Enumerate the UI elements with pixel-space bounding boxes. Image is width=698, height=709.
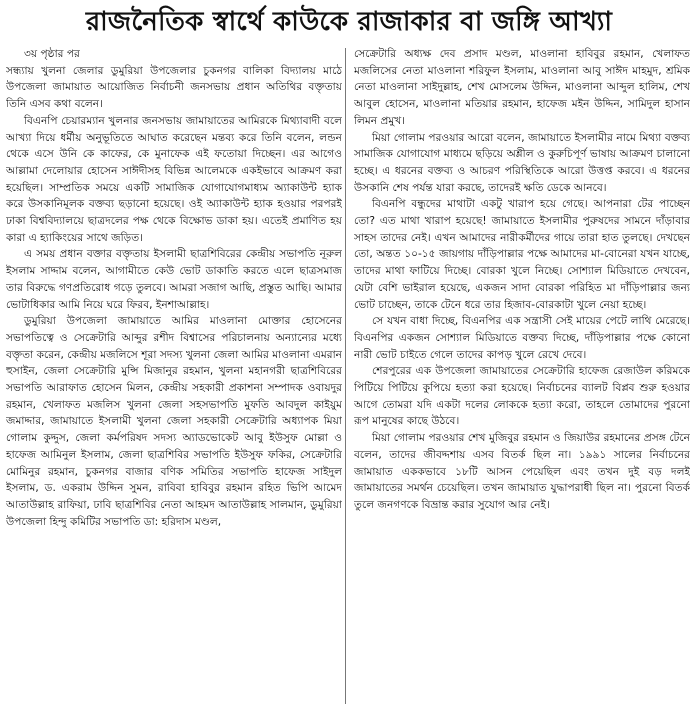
article-column-left (6, 46, 342, 706)
article-headline: রাজনৈতিক স্বার্থে কাউকে রাজাকার বা জঙ্গি আখ্যা (85, 7, 613, 37)
article-paragraph: ডুমুরিয়া উপজেলা জামায়াতে আমির মাওলানা মোক্তার হোসেনের সভাপতিত্বে ও সেক্রেটারি আব্দুর রশীদ বিশ্বাসের পরিচালনায় অন্যান্যের মধ্যে বক্তৃতা করেন, কেন্দ্রীয় মজলিসে শূরা সদস্য খুলনা জেলা আমির মাওলানা এমরান হুসাইন, জেলা সেক্রেটারি মুন্সি মিজানুর রহমান, খুলনা মহানগরী ছাত্রশিবিরের সভাপতি আরাফাত হোসেন মিলন, কেন্দ্রীয় সহকারী প্রকাশনা সম্পাদক ওবায়দুর রহমান, খেলাফত মজলিস খুলনা জেলা সহসভাপতি মুফতি আবদুল কাইয়ুম জমাদ্দার, জামায়াতে ইসলামী খুলনা জেলা সহকারী সেক্রেটারি অধ্যাপক মিয়া গোলাম কুদ্দুস, জেলা কর্মপরিষদ সদস্য অ্যাডভোকেট আবু ইউসুফ মোল্লা ও হাফেজ আমিনুল ইসলাম, জেলা ছাত্রশিবির সভাপতি ইউসুফ ফকির, সেক্রেটারি মোমিনুর রহমান, চুকনগর বাজার বণিক সমিতির সভাপতি হাফেজ সাইদুল ইসলাম, ড. একরাম উদ্দিন সুমন, রাবিবা হাবিবুর রহমান রহিত ভিপি আমেদ আতাউল্লাহ রাফিয়া, ঢাবি ছাত্রশিবির নেতা আহমদ আতাউল্লাহ সালমান, ডুমুরিয়া উপজেলা হিন্দু কমিটির সভাপতি ডা: হরিদাস মণ্ডল, (6, 315, 342, 528)
article-paragraph: এ সময় প্রধান বক্তার বক্তৃতায় ইসলামী ছাত্রশিবিরের কেন্দ্রীয় সভাপতি নূরুল ইসলাম সাদ্দাম বলেন, আগামীতে কেউ ভোট ডাকাতি করতে এলে ছাত্রসমাজ তার বিরুদ্ধে গণপ্রতিরোধ গড়ে তুলবে। আমরা সজাগ আছি, প্রস্তুত আছি। আমার ভোটাধিকার আমি নিয়ে ঘরে ফিরব, ইনশাআল্লাহ। (6, 248, 342, 311)
article-paragraph: মিয়া গোলাম পরওয়ার শেখ মুজিবুর রহমান ও জিয়াউর রহমানের প্রসঙ্গ টেনে বলেন, তাদের জীবদ্দশায় এসব বিতর্ক ছিল না। ১৯৯১ সালের নির্বাচনের জামায়াত এককভাবে ১৮টি আসন পেয়েছিল এবং তখন দুই বড় দলই জামায়াতের সমর্থন চেয়েছিল। তখন জামায়াত যুদ্ধাপরাধী ছিল না। পুরনো বিতর্ক তুলে জনগণকে বিভ্রান্ত করার সুযোগ আর নেই। (354, 432, 690, 511)
article-paragraph: শেরপুরের এক উপজেলা জামায়াতের সেক্রেটারি হাফেজ রেজাউল করিমকে পিটিয়ে পিটিয়ে কুপিয়ে হত্যা করা হয়েছে। নির্বাচনের ব্যালট বিপ্লব শুরু হওয়ার আগে তোমরা যদি একটা দলের লোককে হত্যা করো, তাহলে তোমাদের পুরনো রূপ মানুষের কাছে উঠবে। (354, 365, 690, 428)
article-column-right (354, 46, 690, 706)
article-paragraph: বিএনপি বন্ধুদের মাথাটা একটু খারাপ হয়ে গেছে। আপনারা টের পাচ্ছেন তো? এত মাথা খারাপ হয়েছে! জামায়াতে ইসলামীর পুরুষদের সামনে দাঁড়াবার সাহস তাদের নেই। এখন আমাদের নারীকর্মীদের গায়ে তারা হাত তুলছে। দেখছেন তো, অন্তত ১০-১৫ জায়গায় দাঁড়িপাল্লার পক্ষে আমাদের মা-বোনেরা যখন যাচ্ছে, তাদের মাথা ফাটিয়ে দিচ্ছে। বোরকা খুলে নিচ্ছে। সোশ্যাল মিডিয়াতে দেখবেন, যেটা বেশি ভাইরাল হয়েছে, একজন সাদা বোরকা পরিহিত মা দাঁড়িপাল্লার জন্য ভোট চাচ্ছেন, তাকে টেনে ধরে তার হিজাব-বোরকাটা খুলে নেয়া হচ্ছে। (354, 198, 690, 311)
column-divider (345, 48, 346, 704)
article-paragraph: সন্ধ্যায় খুলনা জেলার ডুমুরিয়া উপজেলার চুকনগর বালিকা বিদ্যালয় মাঠে উপজেলা জামায়াত আয়োজিত নির্বাচনী জনসভায় প্রধান অতিথির বক্তৃতায় তিনি এসব কথা বলেন। (6, 64, 342, 111)
article-paragraph: মিয়া গোলাম পরওয়ার আরো বলেন, জামায়াতে ইসলামীর নামে মিথ্যা বক্তব্য সামাজিক যোগাযোগ মাধ্যমে ছড়িয়ে অশ্লীল ও কুরুচিপূর্ণ ভাষায় আক্রমণ চালানো হচ্ছে। এ ধরনের বক্তব্য ও আচরণ পরিস্থিতিকে আরো উত্তপ্ত করবে। এ ধরনের উসকানি শেষ পর্যন্ত যারা করছে, তাদেরই ক্ষতি ডেকে আনবে। (354, 131, 690, 194)
article-paragraph: বিএনপি চেয়ারম্যান খুলনার জনসভায় জামায়াতের আমিরকে মিথ্যাবাদী বলে আখ্যা দিয়ে ধর্মীয় অনুভূতিতে আঘাত করেছেন মন্তব্য করে তিনি বলেন, লন্ডন থেকে এসে উনি কে কাফের, কে মুনাফেক এই ফতোয়া দিচ্ছেন। এর আগেও আল্লামা দেলোয়ার হোসেন সাঈদীসহ বিভিন্ন আলেমকে একইভাবে আক্রমণ করা হয়েছিল। সাম্প্রতিক সময়ে একটি সামাজিক যোগাযোগমাধ্যম অ্যাকাউন্ট হ্যাক করে উসকানিমূলক বক্তব্য ছড়ানো হয়েছে। ওই অ্যাকাউন্ট হ্যাক হওয়ার পরপরই ঢাকা বিশ্ববিদ্যালয়ে ছাত্রদলের পক্ষ থেকে বিক্ষোভ ডাকা হয়। এতেই প্রমাণিত হয় কারা এ হ্যাকিংয়ের সাথে জড়িত। (6, 114, 342, 244)
article-dateline: ৩য় পৃষ্ঠার পর (24, 48, 80, 60)
article-paragraph: সে যখন বাধা দিচ্ছে, বিএনপির এক সন্ত্রাসী সেই মায়ের পেটে লাথি মেরেছে। বিএনপির একজন সোশ্যাল মিডিয়াতে বক্তব্য দিচ্ছে, দাঁড়িপাল্লার পক্ষে কোনো নারী ভোট চাইতে গেলে তাদের কাপড় খুলে রেখে দেবে। (354, 315, 690, 361)
article-paragraph: সেক্রেটারি অধ্যক্ষ দেব প্রসাদ মণ্ডল, মাওলানা হাবিবুর রহমান, খেলাফত মজলিসের নেতা মাওলানা শরিফুল ইসলাম, মাওলানা আবু সাঈদ মাহমুদ, শ্রমিক নেতা মাওলানা সাইদুল্লাহ, শেখ মোসলেম উদ্দিন, মাওলানা আব্দুল হালিম, শেখ আবুল হোসেন, মাওলানা মতিয়ার রহমান, হাফেজ মইন উদ্দিন, সামিদুল হাসান লিমন প্রমুখ। (354, 48, 690, 127)
